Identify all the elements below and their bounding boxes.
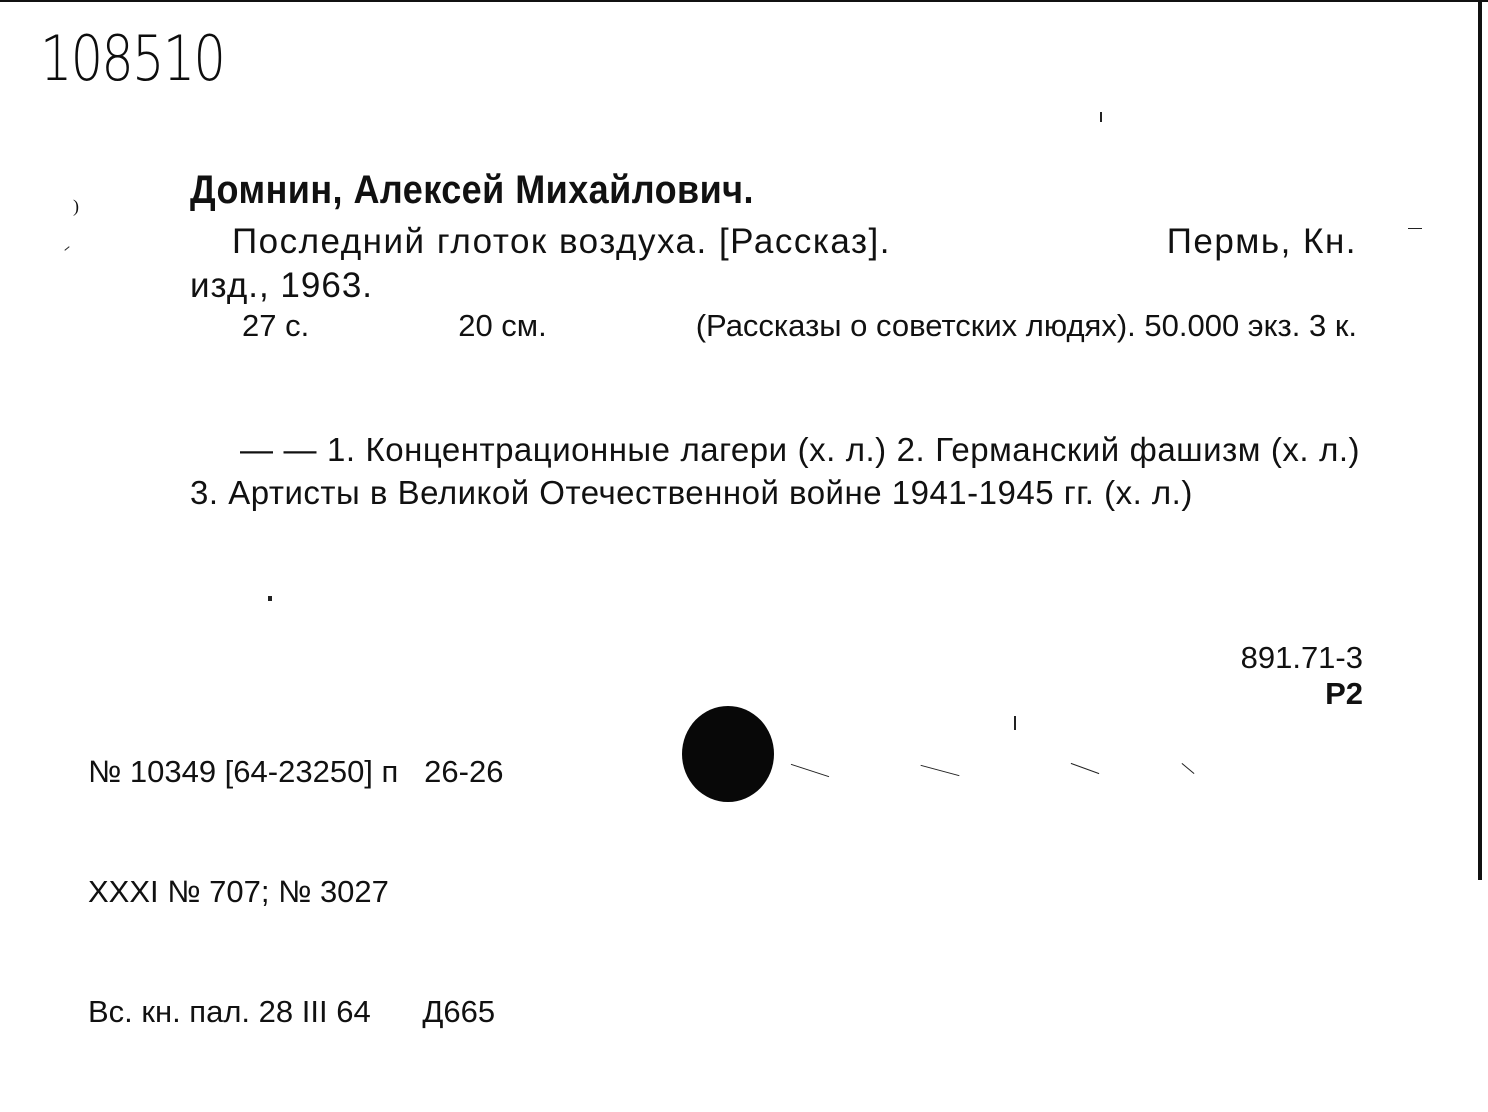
imprint-line: изд., 1963. [190, 266, 374, 305]
record-line-3: Вс. кн. пал. 28 III 64 Д665 [88, 994, 496, 1029]
title-text: Последний глоток воздуха. [Рассказ]. [232, 222, 891, 261]
classification-number: 891.71-3 [1240, 640, 1363, 675]
author-mark: Р2 [1325, 676, 1363, 711]
collation-size: 20 см. [458, 308, 547, 343]
scan-speck [268, 596, 272, 601]
collation-series: (Рассказы о советских людях). 50.000 экз. 3 к. [695, 308, 1357, 343]
scan-speck [1408, 228, 1422, 229]
collation-line [242, 308, 1357, 344]
scan-speck [64, 246, 69, 251]
margin-mark: ) [73, 196, 79, 216]
punch-hole [682, 706, 774, 802]
scan-speck [921, 765, 960, 776]
scan-speck [791, 764, 829, 777]
card-top-edge [0, 0, 1488, 2]
record-block [88, 672, 503, 1112]
scan-speck [1182, 763, 1195, 774]
subject-headings: — — 1. Концентрационные лагери (х. л.) 2. Германский фашизм (х. л.) 3. Артисты в Великой Отечественной войне 1941-1945 гг. (х. л.) [190, 431, 1360, 511]
collation-pages: 27 с. [242, 308, 310, 343]
card-right-edge [1478, 0, 1482, 880]
scan-speck [1100, 112, 1102, 122]
author-heading: Домнин, Алексей Михайлович. [190, 168, 754, 212]
inventory-number: 108510 [40, 22, 225, 95]
record-line-2: XXXI № 707; № 3027 [88, 874, 389, 909]
record-line-1: № 10349 [64-23250] п 26-26 [88, 754, 504, 789]
scan-speck [1071, 763, 1100, 774]
publisher-place: Пермь, Кн. [1166, 222, 1357, 261]
classification-block [1241, 640, 1363, 712]
scan-speck [1014, 716, 1016, 730]
title-line [232, 222, 1357, 262]
